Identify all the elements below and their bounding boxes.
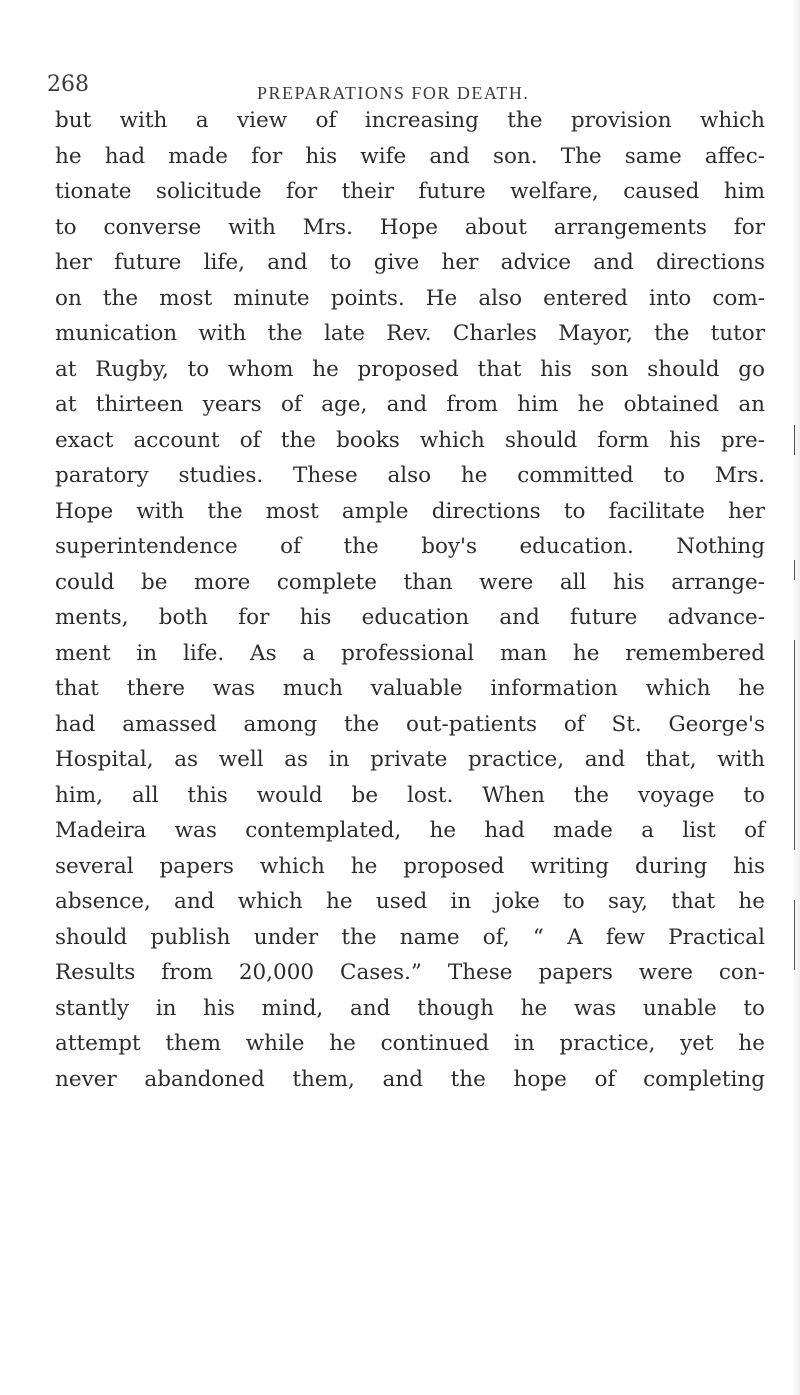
page-edge-mark xyxy=(794,425,795,455)
text-line: but with a view of increasing the provision which xyxy=(55,108,765,133)
text-line: several papers which he proposed writing during his xyxy=(55,853,765,879)
text-line: ments, both for his education and future advance- xyxy=(55,605,765,630)
text-line: on the most minute points. He also entered into com- xyxy=(55,285,765,311)
text-line: tionate solicitude for their future welfare, caused him xyxy=(55,179,765,204)
text-line: he had made for his wife and son. The same affec- xyxy=(55,143,765,169)
page-edge-mark xyxy=(794,560,795,580)
text-line: never abandoned them, and the hope of completing xyxy=(55,1066,765,1092)
running-title: PREPARATIONS FOR DEATH. xyxy=(257,83,530,103)
page-number: 268 xyxy=(47,72,89,97)
text-line: ment in life. As a professional man he remembered xyxy=(55,640,765,666)
text-line: Madeira was contemplated, he had made a list of xyxy=(55,818,765,843)
text-line: stantly in his mind, and though he was unable to xyxy=(55,995,765,1021)
text-line: Results from 20,000 Cases.” These papers were con- xyxy=(55,960,765,985)
text-line: her future life, and to give her advice and directions xyxy=(55,250,765,275)
text-line: at Rugby, to whom he proposed that his son should go xyxy=(55,356,765,382)
text-line: should publish under the name of, “ A few Practical xyxy=(55,924,765,950)
body-text xyxy=(55,103,765,1097)
text-line: could be more complete than were all his arrange- xyxy=(55,569,765,595)
text-line: that there was much valuable information which he xyxy=(55,676,765,701)
text-line: had amassed among the out-patients of St. George's xyxy=(55,711,765,737)
page-edge-mark xyxy=(794,900,795,970)
text-line: paratory studies. These also he committed to Mrs. xyxy=(55,463,765,488)
text-line: exact account of the books which should form his pre- xyxy=(55,427,765,453)
text-line: superintendence of the boy's education. Nothing xyxy=(55,534,765,559)
text-line: Hope with the most ample directions to facilitate her xyxy=(55,498,765,524)
text-line: him, all this would be lost. When the voyage to xyxy=(55,782,765,808)
text-line: absence, and which he used in joke to say, that he xyxy=(55,889,765,914)
text-line: Hospital, as well as in private practice, and that, with xyxy=(55,747,765,772)
text-line: at thirteen years of age, and from him he obtained an xyxy=(55,392,765,417)
text-line: attempt them while he continued in practice, yet he xyxy=(55,1031,765,1056)
text-line: munication with the late Rev. Charles Mayor, the tutor xyxy=(55,321,765,346)
page-edge-mark xyxy=(794,640,795,850)
text-line: to converse with Mrs. Hope about arrangements for xyxy=(55,214,765,240)
